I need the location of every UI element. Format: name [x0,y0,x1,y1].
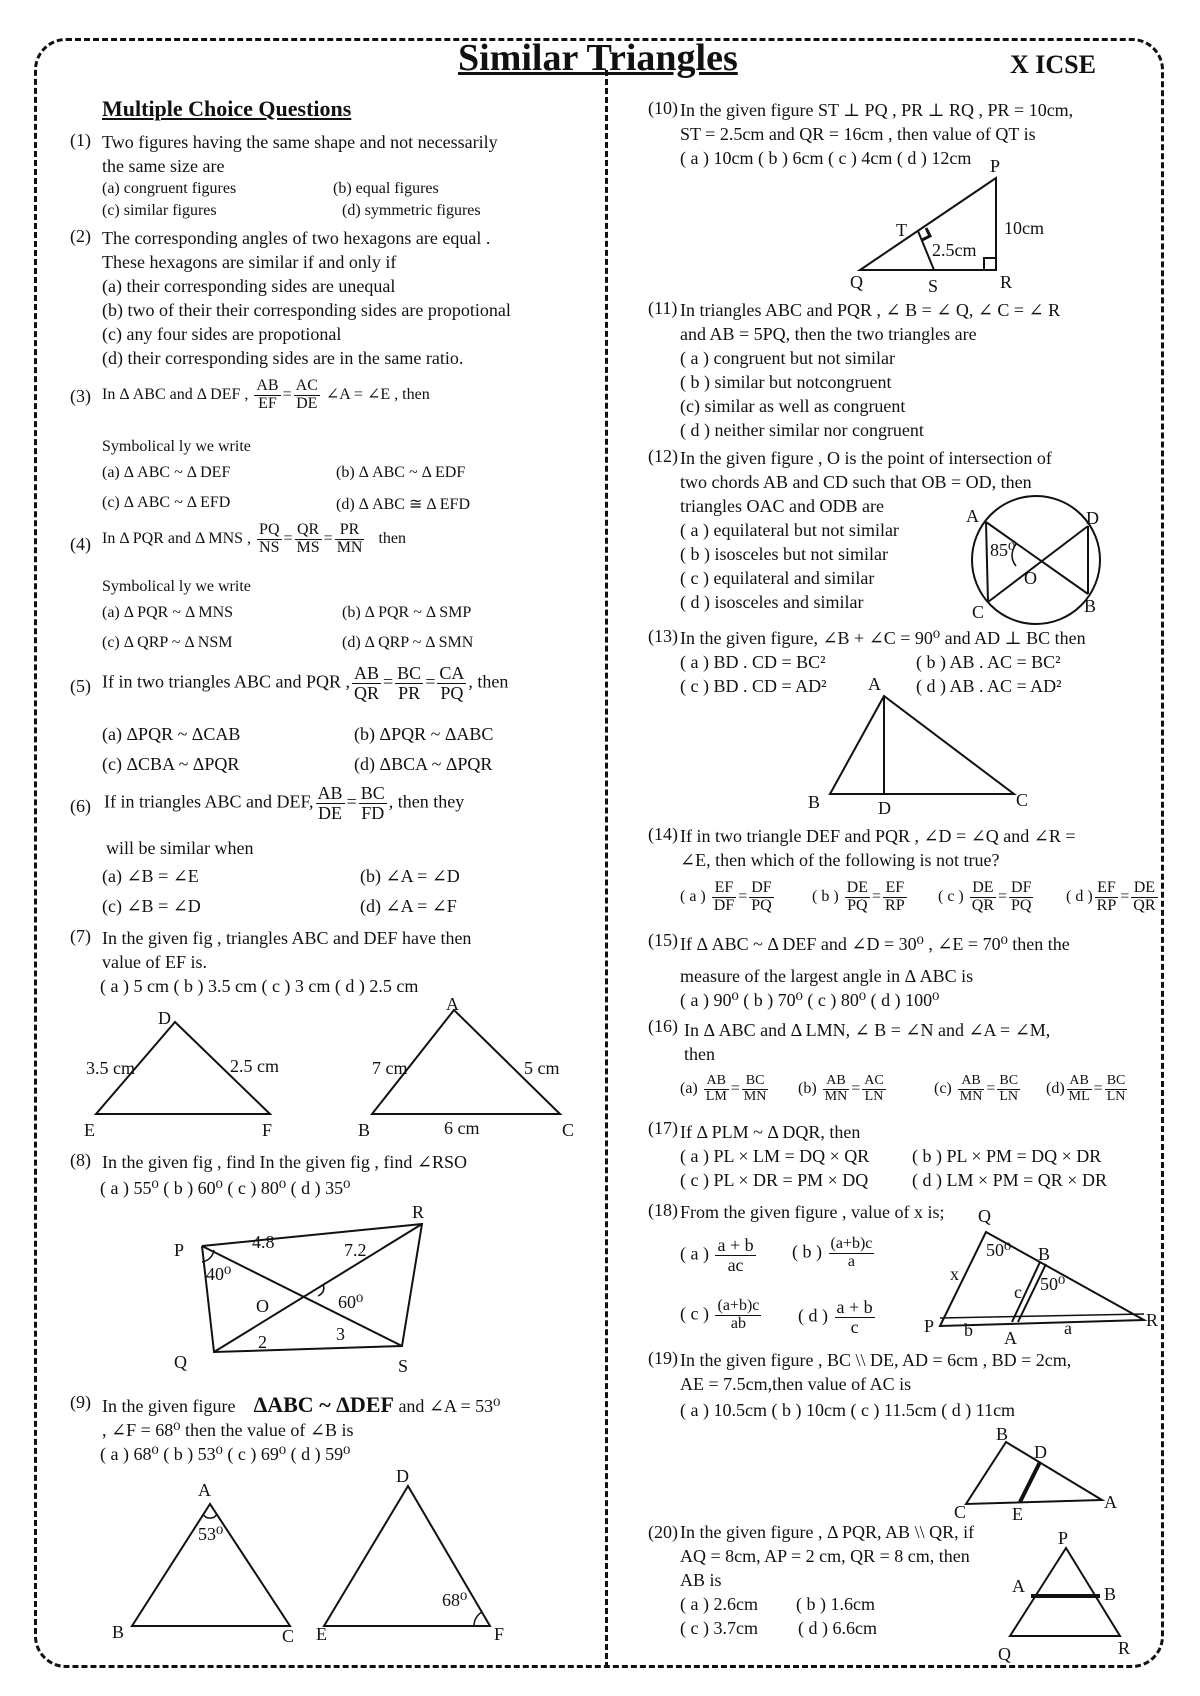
q-number: (4) [70,534,91,554]
option-d: (d) Δ QRP ~ Δ SMN [342,634,474,651]
label-b50: 50⁰ [1040,1274,1066,1294]
q-text: and AB = 5PQ, then the two triangles are [680,324,977,344]
options: ( a ) 68⁰ ( b ) 53⁰ ( c ) 69⁰ ( d ) 59⁰ [100,1444,351,1464]
q-text: In the given fig , triangles ABC and DEF have then [102,928,472,948]
option-d: (d) symmetric figures [342,202,481,219]
option-b: ( b ) $\frac{DE}{PQ}$ = $\frac{EF}{RP}$ [812,879,905,914]
label-d: D [396,1466,409,1486]
option-d: ( d ) isosceles and similar [680,592,864,612]
option-c: ( c ) equilateral and similar [680,568,875,588]
label-os: 3 [336,1324,345,1344]
label-d: D [158,1008,171,1028]
label-a: A [868,674,881,694]
option-d: (d) ∠A = ∠F [360,896,457,916]
label-q: Q [998,1644,1011,1664]
q-number: (2) [70,226,91,246]
label-q: Q [978,1206,991,1226]
q-text: , ∠F = 68⁰ then the value of ∠B is [102,1420,354,1440]
fraction: $\frac{BC}{FD}$ [360,783,385,823]
option-b: ( b ) PL × PM = DQ × DR [912,1146,1102,1166]
label-e: E [84,1120,95,1140]
q-text: measure of the largest angle in Δ ABC is [680,966,974,986]
label-ab: 7 cm [372,1058,408,1078]
label-p: P [990,156,1001,176]
option-b: (b) ∠A = ∠D [360,866,460,886]
options: ( a ) 5 cm ( b ) 3.5 cm ( c ) 3 cm ( d ) 2.5 cm [100,976,419,996]
q-number: (20) [648,1522,678,1542]
label-60: 60⁰ [338,1292,364,1312]
label-a: A [446,994,459,1014]
fraction: $\frac{AB}{EF}$ [256,377,279,412]
option-a: (a) congruent figures [102,180,237,197]
q-text: Symbolical ly we write [102,578,251,595]
q-text: In the given figure , O is the point of intersection of [680,448,1052,468]
q-number: (5) [70,676,91,696]
q-text: the same size are [102,156,225,176]
label-st: 2.5cm [932,240,977,260]
q-text: will be similar when [106,838,254,858]
q-number: (17) [648,1118,678,1138]
q-number: (15) [648,930,678,950]
option-d: ( d ) $\frac{a + b}{c}$ [798,1297,873,1337]
label-b: B [1084,596,1097,616]
q-text: triangles OAC and ODB are [680,496,884,516]
label-s: S [928,276,939,296]
option-d: (d) ΔBCA ~ ΔPQR [354,754,493,774]
option-c: (c) ∠B = ∠D [102,896,201,916]
option-a: (a) their corresponding sides are unequal [102,276,396,296]
q-number: (16) [648,1016,678,1036]
label-c: C [282,1626,295,1646]
label-ac: 5 cm [524,1058,560,1078]
label-a: A [1104,1492,1117,1512]
option-d: (d) their corresponding sides are in the same ratio. [102,348,464,368]
option-b: ( b ) AB . AC = BC² [916,652,1061,672]
option-b: (b) ΔPQR ~ ΔABC [354,724,494,744]
q-post: ∠A = ∠E , then [325,385,430,403]
q-number: (7) [70,926,91,946]
option-b: (b) equal figures [333,180,439,197]
option-a: ( a ) $\frac{a + b}{ac}$ [680,1235,754,1275]
q-text: AE = 7.5cm,then value of AC is [680,1374,912,1394]
label-a: A [966,506,979,526]
option-a: ( a ) BD . CD = BC² [680,652,826,672]
label-f: F [494,1624,505,1644]
label-p: P [924,1316,935,1336]
label-q: Q [850,272,863,292]
q-text: If Δ PLM ~ Δ DQR, then [680,1122,861,1142]
q-text: two chords AB and CD such that OB = OD, then [680,472,1032,492]
label-c: C [562,1120,575,1140]
column-divider [605,70,608,1668]
label-b-side: b [964,1320,973,1340]
label-o: O [256,1296,269,1316]
label-s: S [398,1356,409,1376]
page-title: Similar Triangles [458,37,738,79]
label-b: B [1104,1584,1117,1604]
section-heading: Multiple Choice Questions [102,96,352,121]
label-o: O [1024,568,1037,588]
label-85: 85⁰ [990,540,1016,560]
q-text: In the given figure ST ⊥ PQ , PR ⊥ RQ , PR = 10cm, [680,100,1074,120]
label-a: A [198,1480,211,1500]
q-number: (9) [70,1392,91,1412]
options: ( a ) 10cm ( b ) 6cm ( c ) 4cm ( d ) 12cm [680,148,972,168]
option-a: ( a ) equilateral but not similar [680,520,899,540]
option-b: (b) $\frac{AB}{MN}$ = $\frac{AC}{LN}$ [798,1073,884,1104]
q-text: If in triangles ABC and DEF, $\frac{AB}{DE}$ = $\frac{BC}{FD}$ , then they [104,783,465,823]
q-text: Two figures having the same shape and not necessarily [102,132,498,152]
label-t: T [896,220,907,240]
q-pre: In Δ ABC and Δ DEF , [102,385,249,403]
q-text: In the given figure, ∠B + ∠C = 90⁰ and AD ⊥ BC then [680,628,1086,648]
option-b: (b) Δ ABC ~ Δ EDF [336,464,466,481]
label-c: C [972,602,985,622]
option-a: (a) Δ ABC ~ Δ DEF [102,464,231,481]
option-b: (b) Δ PQR ~ Δ SMP [342,604,472,621]
option-b: ( b ) 1.6cm [796,1594,875,1614]
label-qo: 2 [258,1332,267,1352]
option-d: (d) Δ ABC ≅ Δ EFD [336,496,470,513]
label-de: 3.5 cm [86,1058,135,1078]
q-text: AQ = 8cm, AP = 2 cm, QR = 8 cm, then [680,1546,970,1566]
fraction: $\frac{PQ}{NS}$ [259,521,280,556]
option-a: ( a ) PL × LM = DQ × QR [680,1146,870,1166]
label-bc: 6 cm [444,1118,480,1138]
fraction: $\frac{CA}{PQ}$ [439,663,465,703]
option-c: (c) Δ QRP ~ Δ NSM [102,634,233,651]
fraction: $\frac{AB}{QR}$ [354,663,380,703]
option-d: ( d ) AB . AC = AD² [916,676,1062,696]
option-c: ( c ) PL × DR = PM × DQ [680,1170,869,1190]
option-a: (a) Δ PQR ~ Δ MNS [102,604,234,621]
option-c: (c) Δ ABC ~ Δ EFD [102,494,231,511]
q-number: (3) [70,386,91,406]
q-text: ST = 2.5cm and QR = 16cm , then value of QT is [680,124,1036,144]
options: ( a ) 55⁰ ( b ) 60⁰ ( c ) 80⁰ ( d ) 35⁰ [100,1178,351,1198]
option-d: ( d ) neither similar nor congruent [680,420,924,440]
option-a: (a) ΔPQR ~ ΔCAB [102,724,241,744]
option-b: ( b ) similar but notcongruent [680,372,892,392]
options: ( a ) 10.5cm ( b ) 10cm ( c ) 11.5cm ( d ) 11cm [680,1400,1016,1420]
q-text: The corresponding angles of two hexagons are equal . [102,228,491,248]
options: ( a ) 90⁰ ( b ) 70⁰ ( c ) 80⁰ ( d ) 100⁰ [680,990,940,1010]
label-q: Q [174,1352,187,1372]
label-e: E [316,1624,327,1644]
label-p: P [174,1240,185,1260]
option-b: ( b ) $\frac{(a+b)c}{a}$ [792,1235,873,1270]
label-c: C [954,1502,967,1522]
option-c: (c) any four sides are propotional [102,324,342,344]
label-b: B [1038,1244,1051,1264]
label-d: D [878,798,891,818]
label-b: B [808,792,821,812]
q-text: In Δ ABC and Δ LMN, ∠ B = ∠N and ∠A = ∠M, [684,1020,1051,1040]
label-r: R [1146,1310,1159,1330]
option-a: ( a ) 2.6cm [680,1594,758,1614]
option-d: (d) $\frac{AB}{ML}$ = $\frac{BC}{LN}$ [1046,1073,1126,1104]
q-text: In the given fig , find In the given fig , find ∠RSO [102,1152,468,1172]
q-text: In Δ ABC and Δ DEF , $\frac{AB}{EF}$ = $\frac{AC}{DE}$ ∠A = ∠E , then [102,377,430,412]
option-c: ( c ) $\frac{(a+b)c}{ab}$ [680,1297,760,1332]
label-a: A [1004,1328,1017,1348]
label-b: B [996,1424,1009,1444]
label-a-side: a [1064,1318,1072,1338]
option-c: ( c ) BD . CD = AD² [680,676,827,696]
option-a: ( a ) congruent but not similar [680,348,895,368]
label-68: 68⁰ [442,1590,468,1610]
q-number: (14) [648,824,678,844]
fraction: $\frac{QR}{MS}$ [296,521,320,556]
q-text: These hexagons are similar if and only if [102,252,397,272]
option-c: ( c ) $\frac{DE}{QR}$ = $\frac{DF}{PQ}$ [938,879,1032,914]
q-text: If in two triangle DEF and PQR , ∠D = ∠Q and ∠R = [680,826,1076,846]
label-40: 40⁰ [206,1264,232,1284]
label-or: 7.2 [344,1240,367,1260]
q-text: Symbolical ly we write [102,438,251,455]
q-text: In the given figure , Δ PQR, AB \\ QR, if [680,1522,975,1542]
option-c: ( c ) 3.7cm [680,1618,758,1638]
label-pr: 10cm [1004,218,1044,238]
q-text: value of EF is. [102,952,207,972]
option-b: (b) two of their their corresponding sides are propotional [102,300,511,320]
label-r: R [1000,272,1013,292]
label-c: c [1014,1282,1022,1302]
label-q50: 50⁰ [986,1240,1012,1260]
q-number: (8) [70,1150,91,1170]
label-x: x [950,1264,959,1284]
fraction: $\frac{AC}{DE}$ [295,377,318,412]
q-text: In Δ PQR and Δ MNS , $\frac{PQ}{NS}$ = $\frac{QR}{MS}$ = $\frac{PR}{MN}$ then [102,521,407,556]
q-number: (6) [70,796,91,816]
q-text: ∠E, then which of the following is not true? [680,850,1000,870]
label-c: C [1016,790,1029,810]
q-number: (13) [648,626,678,646]
label-f: F [262,1120,273,1140]
option-d: ( d ) 6.6cm [798,1618,877,1638]
q-text: AB is [680,1570,722,1590]
option-a: ( a ) $\frac{EF}{DF}$ = $\frac{DF}{PQ}$ [680,879,772,914]
label-df: 2.5 cm [230,1056,279,1076]
q-text: In the given figure , BC \\ DE, AD = 6cm , BD = 2cm, [680,1350,1072,1370]
option-d: ( d ) LM × PM = QR × DR [912,1170,1107,1190]
label-d: D [1034,1442,1047,1462]
label-po: 4.8 [252,1232,275,1252]
option-d: ( d ) $\frac{EF}{RP}$ = $\frac{DE}{QR}$ [1066,879,1156,914]
label-r: R [1118,1638,1131,1658]
q-text: In triangles ABC and PQR , ∠ B = ∠ Q, ∠ C = ∠ R [680,300,1061,320]
fraction: $\frac{AB}{DE}$ [317,783,343,823]
label-p: P [1058,1528,1069,1548]
q-number: (12) [648,446,678,466]
label-b: B [358,1120,371,1140]
fraction: $\frac{PR}{MN}$ [336,521,363,556]
option-c: (c) $\frac{AB}{MN}$ = $\frac{BC}{LN}$ [934,1073,1019,1104]
q-text: then [684,1044,715,1064]
option-a: (a) $\frac{AB}{LM}$ = $\frac{BC}{MN}$ [680,1073,767,1104]
option-a: (a) ∠B = ∠E [102,866,199,886]
q-number: (11) [648,298,678,318]
label-53: 53⁰ [198,1524,224,1544]
q-number: (1) [70,130,91,150]
q-number: (19) [648,1348,678,1368]
option-c: (c) similar figures [102,202,217,219]
q-number: (10) [648,98,678,118]
q-text: If in two triangles ABC and PQR , $\frac{AB}{QR}$ = $\frac{BC}{PR}$ = $\frac{CA}{PQ}$ , then [102,663,509,703]
q-text: In the given figure ΔABC ~ ΔDEF and ∠A = 53⁰ [102,1392,501,1417]
q-number: (18) [648,1200,678,1220]
option-b: ( b ) isosceles but not similar [680,544,888,564]
option-c: (c) ΔCBA ~ ΔPQR [102,754,240,774]
label-r: R [412,1202,425,1222]
q-text: From the given figure , value of x is; [680,1202,945,1222]
label-b: B [112,1622,125,1642]
label-e: E [1012,1504,1023,1524]
option-c: (c) similar as well as congruent [680,396,906,416]
class-label: X ICSE [1010,50,1096,79]
q-text: If Δ ABC ~ Δ DEF and ∠D = 30⁰ , ∠E = 70⁰ then the [680,934,1070,954]
fraction: $\frac{BC}{PR}$ [397,663,422,703]
label-d: D [1086,508,1099,528]
label-a: A [1012,1576,1025,1596]
